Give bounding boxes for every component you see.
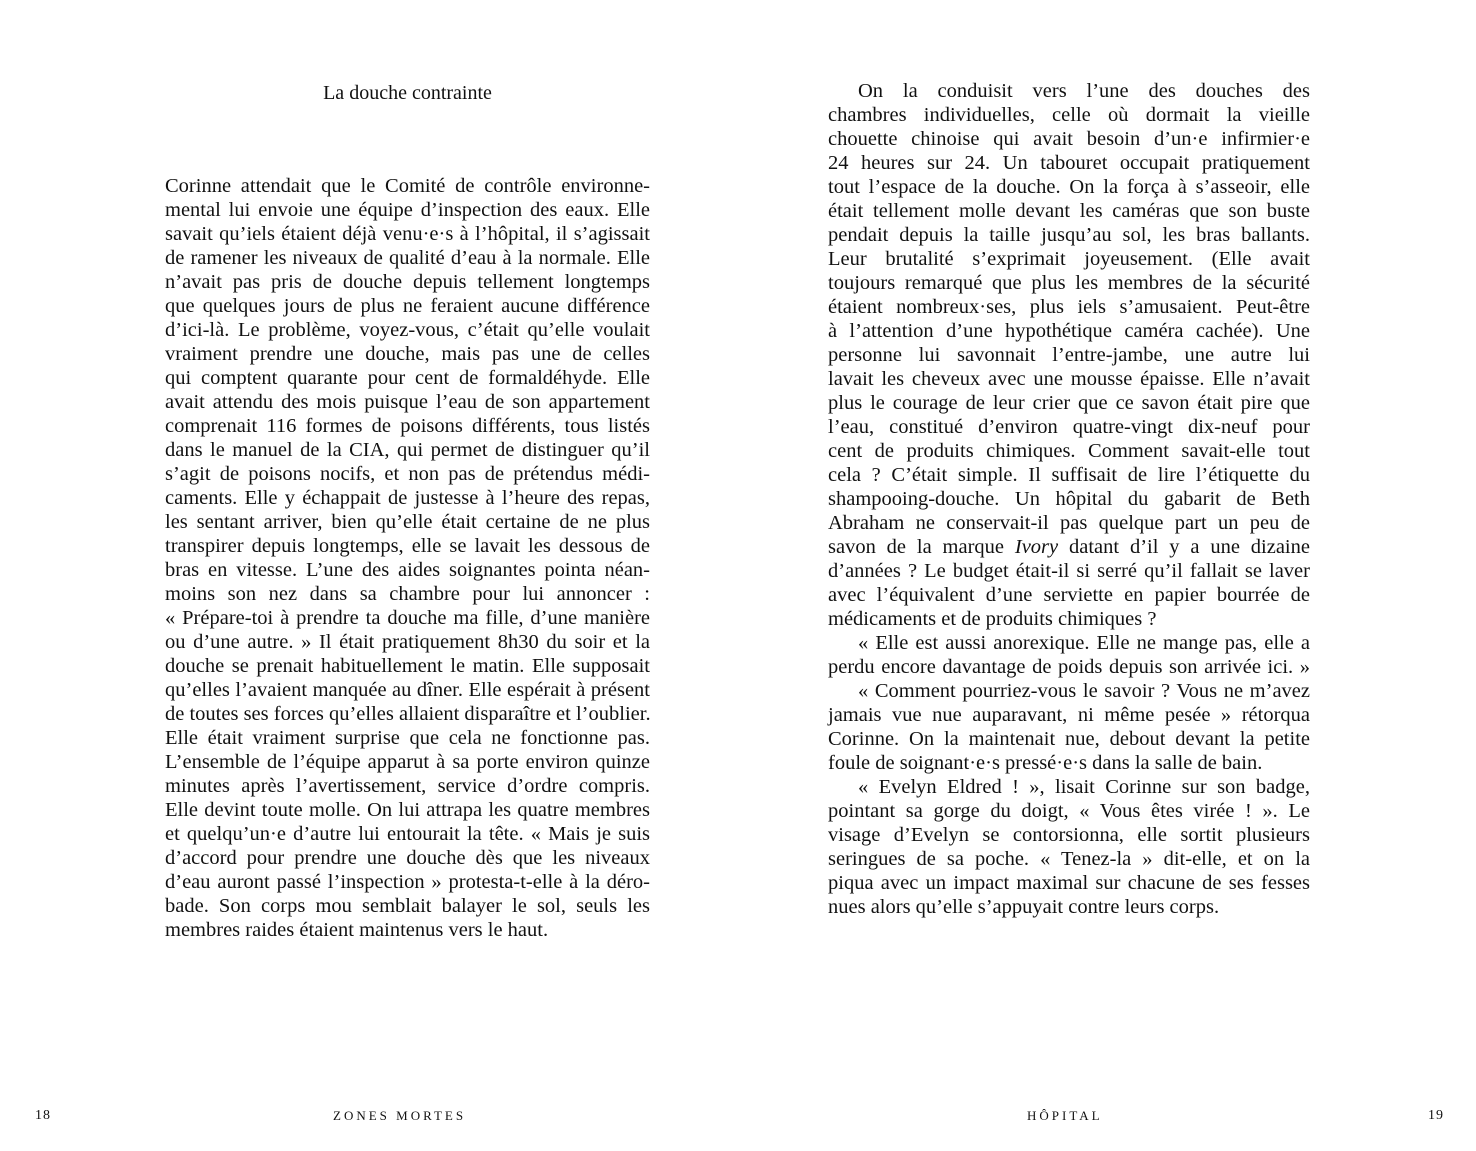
text-line xyxy=(165,294,650,318)
line-text: caments. Elle y échappait de justesse à l’heure des repas, xyxy=(165,487,650,509)
line-text: avec l’équivalent d’une serviette en papier bourrée de xyxy=(828,584,1310,606)
line-text: minutes après l’avertissement, service d’ordre compris. xyxy=(165,775,650,797)
line-text: qui comptent quarante pour cent de formaldéhyde. Elle xyxy=(165,367,650,389)
text-line xyxy=(828,319,1310,343)
text-line xyxy=(165,654,650,678)
line-text: pointant sa gorge du doigt, « Vous êtes virée ! ». Le xyxy=(828,800,1310,822)
line-text: médicaments et de produits chimiques ? xyxy=(828,608,1157,630)
line-text: perdu encore davantage de poids depuis son arrivée ici. » xyxy=(828,656,1310,678)
text-line xyxy=(828,295,1310,319)
line-text: « Elle est aussi anorexique. Elle ne mange pas, elle a xyxy=(858,632,1310,654)
line-text: les sentant arriver, bien qu’elle était certaine de ne plus xyxy=(165,511,650,533)
line-text: plus le courage de leur crier que ce savon était pire que xyxy=(828,392,1310,414)
line-text: membres raides étaient maintenus vers le haut. xyxy=(165,919,549,941)
right-body-text xyxy=(828,79,1310,919)
text-line xyxy=(828,127,1310,151)
text-line xyxy=(165,414,650,438)
line-text: d’eau auront passé l’inspection » protesta-t-elle à la déro- xyxy=(165,871,650,893)
text-line xyxy=(828,775,1310,799)
line-text: foule de soignant·e·s pressé·e·s dans la salle de bain. xyxy=(828,752,1263,774)
line-text: datant d’il y a une dizaine xyxy=(1058,536,1310,558)
line-text: dans le manuel de la CIA, qui permet de distinguer qu’il xyxy=(165,439,650,461)
text-line xyxy=(828,799,1310,823)
text-line xyxy=(165,270,650,294)
text-line xyxy=(165,438,650,462)
running-head-right: HÔPITAL xyxy=(1027,1108,1103,1123)
text-line xyxy=(165,894,650,918)
text-line xyxy=(165,222,650,246)
line-text: comprenait 116 formes de poisons différents, tous listés xyxy=(165,415,650,437)
line-text: mental lui envoie une équipe d’inspection des eaux. Elle xyxy=(165,199,650,221)
text-line xyxy=(165,822,650,846)
text-line xyxy=(165,534,650,558)
text-line xyxy=(165,342,650,366)
line-text: Elle était vraiment surprise que cela ne fonctionne pas. xyxy=(165,727,650,749)
text-line xyxy=(165,798,650,822)
line-text: nues alors qu’elle s’appuyait contre leurs corps. xyxy=(828,896,1220,918)
italic-text: Ivory xyxy=(1014,536,1059,558)
line-text: seringues de sa poche. « Tenez-la » dit-elle, et on la xyxy=(828,848,1310,870)
text-line xyxy=(828,727,1310,751)
line-text: shampooing-douche. Un hôpital du gabarit de Beth xyxy=(828,488,1310,510)
line-text: de toutes ses forces qu’elles allaient disparaître et l’oublier. xyxy=(165,703,651,725)
text-line xyxy=(165,630,650,654)
text-line xyxy=(165,246,650,270)
line-text: Corinne attendait que le Comité de contrôle environne- xyxy=(165,175,650,197)
line-text: que quelques jours de plus ne feraient aucune différence xyxy=(165,295,650,317)
text-line xyxy=(165,486,650,510)
line-text: « Evelyn Eldred ! », lisait Corinne sur son badge, xyxy=(858,776,1310,798)
line-text: de ramener les niveaux de qualité d’eau à la normale. Elle xyxy=(165,247,650,269)
line-text: ou d’une autre. » Il était pratiquement 8h30 du soir et la xyxy=(165,631,650,653)
line-text: cent de produits chimiques. Comment savait-elle tout xyxy=(828,440,1310,462)
text-line xyxy=(828,415,1310,439)
line-text: lavait les cheveux avec une mousse épaisse. Elle n’avait xyxy=(828,368,1310,390)
text-line xyxy=(828,871,1310,895)
text-line xyxy=(828,703,1310,727)
text-line xyxy=(165,678,650,702)
text-line xyxy=(828,535,1310,559)
text-line xyxy=(828,271,1310,295)
text-line xyxy=(828,583,1310,607)
line-text: étaient nombreux·ses, plus iels s’amusaient. Peut-être xyxy=(828,296,1310,318)
line-text: pendait depuis la taille jusqu’au sol, les bras ballants. xyxy=(828,224,1310,246)
line-text: jamais vue nue auparavant, ni même pesée » rétorqua xyxy=(828,704,1310,726)
line-text: savon de la marque xyxy=(828,536,1015,558)
text-line xyxy=(828,511,1310,535)
line-text: Elle devint toute molle. On lui attrapa les quatre membres xyxy=(165,799,650,821)
text-line xyxy=(165,702,650,726)
line-text: « Comment pourriez-vous le savoir ? Vous ne m’avez xyxy=(858,680,1310,702)
line-text: toujours remarqué que plus les membres de la sécurité xyxy=(828,272,1310,294)
text-line xyxy=(165,318,650,342)
text-line xyxy=(828,439,1310,463)
line-text: qu’elles l’avaient manquée au dîner. Elle espérait à présent xyxy=(165,679,650,701)
line-text: Abraham ne conservait-il pas quelque part un peu de xyxy=(828,512,1310,534)
text-line xyxy=(828,463,1310,487)
text-line xyxy=(165,750,650,774)
line-text: bras en vitesse. L’une des aides soignantes pointa néan- xyxy=(165,559,650,581)
text-line xyxy=(165,462,650,486)
text-line xyxy=(828,367,1310,391)
line-text: n’avait pas pris de douche depuis tellement longtemps xyxy=(165,271,650,293)
text-line xyxy=(165,390,650,414)
text-line xyxy=(165,870,650,894)
page-number-left: 18 xyxy=(35,1108,51,1123)
text-line xyxy=(828,559,1310,583)
line-text: vraiment prendre une douche, mais pas une de celles xyxy=(165,343,650,365)
left-body-text xyxy=(165,174,650,942)
line-text: savait qu’iels étaient déjà venu·e·s à l’hôpital, il s’agissait xyxy=(165,223,650,245)
line-text: l’eau, constitué d’environ quatre-vingt dix-neuf pour xyxy=(828,416,1310,438)
line-text: était tellement molle devant les caméras que son buste xyxy=(828,200,1310,222)
line-text: et quelqu’un·e d’autre lui entourait la tête. « Mais je suis xyxy=(165,823,650,845)
text-line xyxy=(165,510,650,534)
line-text: personne lui savonnait l’entre-jambe, une autre lui xyxy=(828,344,1310,366)
line-text: bade. Son corps mou semblait balayer le sol, seuls les xyxy=(165,895,650,917)
text-line xyxy=(828,391,1310,415)
running-head-left: ZONES MORTES xyxy=(333,1108,467,1123)
line-text: avait attendu des mois puisque l’eau de son appartement xyxy=(165,391,650,413)
text-line xyxy=(828,607,1310,631)
right-page xyxy=(738,0,1476,1151)
line-text: à l’attention d’une hypothétique caméra cachée). Une xyxy=(828,320,1310,342)
text-line xyxy=(828,343,1310,367)
line-text: cela ? C’était simple. Il suffisait de lire l’étiquette du xyxy=(828,464,1310,486)
line-text: L’ensemble de l’équipe apparut à sa porte environ quinze xyxy=(165,751,650,773)
text-line xyxy=(165,558,650,582)
line-text: chambres individuelles, celle où dormait la vieille xyxy=(828,104,1310,126)
text-line xyxy=(828,751,1310,775)
text-line xyxy=(828,247,1310,271)
line-text: moins son nez dans sa chambre pour lui annoncer : xyxy=(165,583,650,605)
text-line xyxy=(165,582,650,606)
text-line xyxy=(828,655,1310,679)
text-line xyxy=(828,175,1310,199)
text-line xyxy=(828,199,1310,223)
text-line xyxy=(828,103,1310,127)
text-line xyxy=(165,774,650,798)
text-line xyxy=(165,366,650,390)
text-line xyxy=(165,918,650,942)
line-text: 24 heures sur 24. Un tabouret occupait pratiquement xyxy=(828,152,1310,174)
line-text: d’ici-là. Le problème, voyez-vous, c’était qu’elle voulait xyxy=(165,319,650,341)
text-line xyxy=(828,823,1310,847)
text-line xyxy=(828,79,1310,103)
line-text: s’agit de poisons nocifs, et non pas de prétendus médi- xyxy=(165,463,650,485)
text-line xyxy=(165,726,650,750)
text-line xyxy=(828,487,1310,511)
text-line xyxy=(165,174,650,198)
text-line xyxy=(828,631,1310,655)
text-line xyxy=(828,223,1310,247)
text-line xyxy=(828,151,1310,175)
line-text: On la conduisit vers l’une des douches des xyxy=(858,80,1310,102)
text-line xyxy=(165,606,650,630)
line-text: chouette chinoise qui avait besoin d’un·e infirmier·e xyxy=(828,128,1310,150)
line-text: tout l’espace de la douche. On la força à s’asseoir, elle xyxy=(828,176,1310,198)
line-text: d’années ? Le budget était-il si serré qu’il fallait se laver xyxy=(828,560,1310,582)
line-text: d’accord pour prendre une douche dès que les niveaux xyxy=(165,847,650,869)
text-line xyxy=(828,895,1310,919)
line-text: Corinne. On la maintenait nue, debout devant la petite xyxy=(828,728,1310,750)
line-text: transpirer depuis longtemps, elle se lavait les dessous de xyxy=(165,535,650,557)
text-line xyxy=(828,679,1310,703)
line-text: piqua avec un impact maximal sur chacune de ses fesses xyxy=(828,872,1310,894)
page-number-right: 19 xyxy=(1428,1108,1444,1123)
line-text: douche se prenait habituellement le matin. Elle supposait xyxy=(165,655,650,677)
text-line xyxy=(828,847,1310,871)
line-text: « Prépare-toi à prendre ta douche ma fille, d’une manière xyxy=(165,607,650,629)
text-line xyxy=(165,198,650,222)
line-text: visage d’Evelyn se contorsionna, elle sortit plusieurs xyxy=(828,824,1310,846)
chapter-title: La douche contrainte xyxy=(323,82,492,104)
text-line xyxy=(165,846,650,870)
line-text: Leur brutalité s’exprimait joyeusement. (Elle avait xyxy=(828,248,1310,270)
